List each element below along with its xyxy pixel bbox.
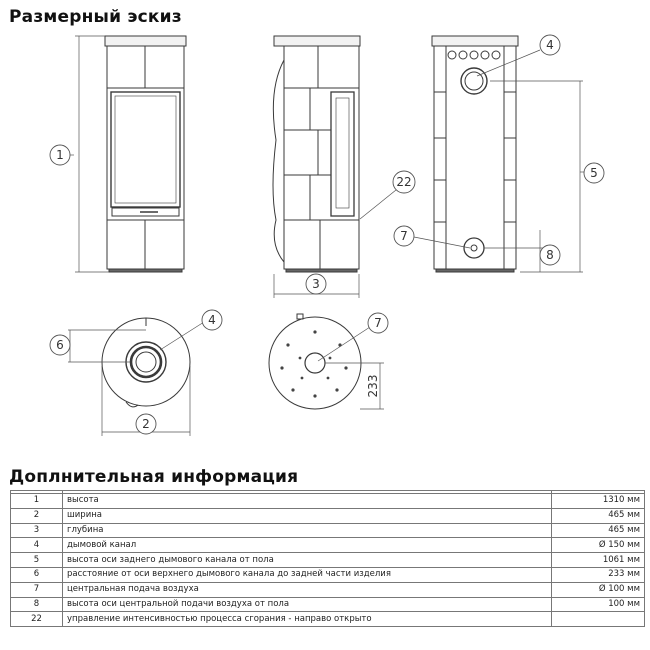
spec-number: 2 bbox=[11, 508, 63, 523]
spec-number: 4 bbox=[11, 538, 63, 553]
sketch-heading: Размерный эскиз bbox=[9, 7, 182, 27]
spec-value: Ø 150 мм bbox=[552, 538, 645, 553]
spec-description: управление интенсивностью процесса сгорания - направо открыто bbox=[63, 612, 552, 627]
spec-value: Ø 100 мм bbox=[552, 582, 645, 597]
spec-value: 1310 мм bbox=[552, 494, 645, 509]
table-row bbox=[11, 508, 645, 523]
spec-number: 22 bbox=[11, 612, 63, 627]
table-row bbox=[11, 597, 645, 612]
callout-7-top: 7 bbox=[374, 316, 382, 330]
callout-6: 6 bbox=[56, 338, 64, 352]
callout-circles bbox=[50, 35, 604, 434]
callout-5: 5 bbox=[590, 166, 598, 180]
spec-value: 465 мм bbox=[552, 523, 645, 538]
table-row bbox=[11, 553, 645, 568]
spec-description: глубина bbox=[63, 523, 552, 538]
front-view bbox=[105, 36, 186, 272]
side-view bbox=[273, 36, 360, 272]
spec-value: 465 мм bbox=[552, 508, 645, 523]
spec-number: 7 bbox=[11, 582, 63, 597]
callout-3: 3 bbox=[312, 277, 320, 291]
info-heading: Доплнительная информация bbox=[9, 467, 299, 487]
table-row bbox=[11, 523, 645, 538]
spec-description: центральная подача воздуха bbox=[63, 582, 552, 597]
spec-description: высота оси заднего дымового канала от пола bbox=[63, 553, 552, 568]
callout-7-back: 7 bbox=[400, 229, 408, 243]
table-row bbox=[11, 582, 645, 597]
spec-description: высота оси центральной подачи воздуха от пола bbox=[63, 597, 552, 612]
spec-description: дымовой канал bbox=[63, 538, 552, 553]
callout-2: 2 bbox=[142, 417, 150, 431]
spec-number: 5 bbox=[11, 553, 63, 568]
spec-value bbox=[552, 612, 645, 627]
callout-1: 1 bbox=[56, 148, 64, 162]
spec-value: 100 мм bbox=[552, 597, 645, 612]
top-view-flue bbox=[102, 318, 190, 407]
table-row bbox=[11, 494, 645, 509]
spec-number: 1 bbox=[11, 494, 63, 509]
spec-description: расстояние от оси верхнего дымового канала до задней части изделия bbox=[63, 567, 552, 582]
spec-number: 3 bbox=[11, 523, 63, 538]
top-view-air bbox=[269, 314, 361, 409]
callout-4-back: 4 bbox=[546, 38, 554, 52]
table-row bbox=[11, 538, 645, 553]
spec-table bbox=[10, 490, 645, 627]
callout-4-top: 4 bbox=[208, 313, 216, 327]
table-row bbox=[11, 612, 645, 627]
spec-value: 233 мм bbox=[552, 567, 645, 582]
callout-labels bbox=[56, 38, 598, 431]
spec-value: 1061 мм bbox=[552, 553, 645, 568]
spec-number: 8 bbox=[11, 597, 63, 612]
dim-233-label: 233 bbox=[366, 374, 380, 398]
spec-description: высота bbox=[63, 494, 552, 509]
callout-22: 22 bbox=[396, 175, 412, 189]
callout-8: 8 bbox=[546, 248, 554, 262]
table-row bbox=[11, 567, 645, 582]
back-view bbox=[432, 36, 518, 272]
spec-description: ширина bbox=[63, 508, 552, 523]
spec-number: 6 bbox=[11, 567, 63, 582]
